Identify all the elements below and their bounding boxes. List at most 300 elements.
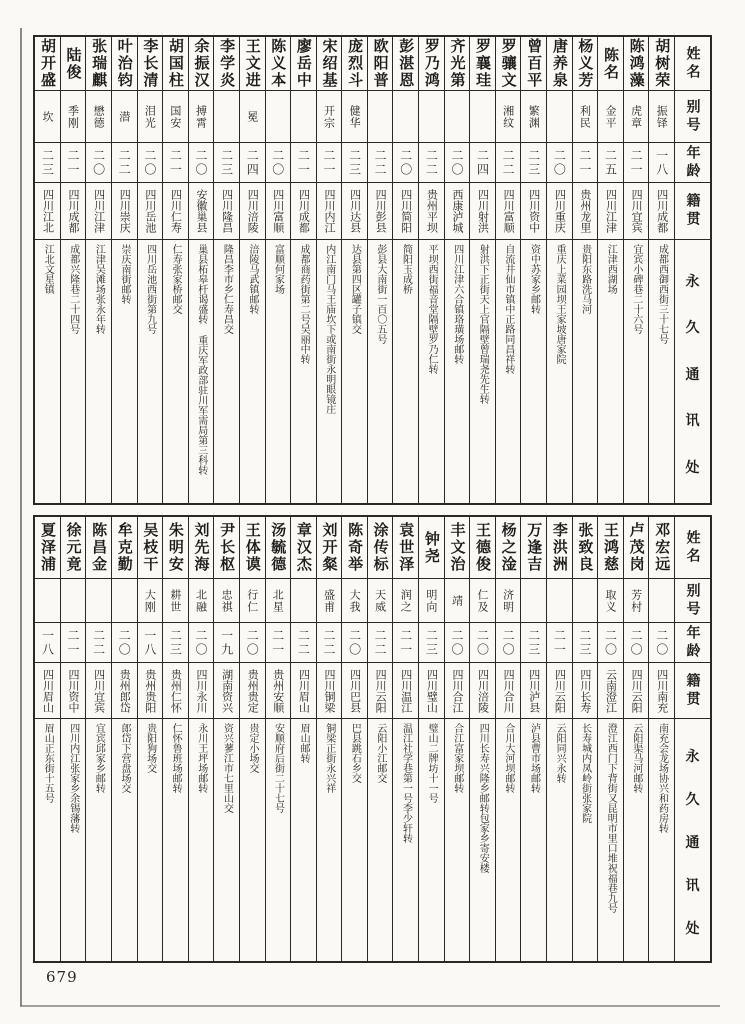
- person-name: 廖岳中: [294, 38, 313, 89]
- person-address: 澄江西门下背街又昆明市里口堆祝福巷九号: [605, 723, 617, 913]
- person-name: 杨之淦: [499, 522, 518, 573]
- person-alias-cell: [112, 91, 137, 143]
- person-alias-cell: [240, 579, 265, 623]
- person-native-cell: [112, 663, 137, 719]
- person-name-cell: [291, 517, 316, 579]
- person-alias: 潜: [117, 110, 131, 123]
- person-native-place: 四川涪陵: [476, 668, 490, 713]
- person-age: 二三: [168, 628, 183, 657]
- person-alias-cell: [35, 579, 60, 623]
- person-alias-cell: [189, 91, 214, 143]
- person-name-cell: [35, 37, 60, 91]
- person-address-cell: [419, 719, 444, 961]
- person-address-cell: [291, 719, 316, 961]
- person-alias-cell: [393, 91, 418, 143]
- person-age: 二〇: [629, 628, 644, 657]
- person-address: 资中苏家乡邮转: [528, 244, 540, 314]
- person-age: 二二: [501, 148, 516, 177]
- person-age: 二三: [424, 628, 439, 657]
- person-age: 二一: [168, 148, 183, 177]
- person-address-cell: [317, 719, 342, 961]
- person-native-cell: [266, 183, 291, 240]
- person-age: 二〇: [270, 148, 285, 177]
- person-native-cell: [214, 663, 239, 719]
- person-age: 二二: [321, 628, 336, 657]
- person-name: 王德俊: [474, 522, 493, 573]
- person-age-cell: [521, 143, 546, 183]
- person-name: 袁世泽: [397, 522, 416, 573]
- person-name: 胡树荣: [653, 38, 672, 89]
- person-native-cell: [598, 183, 623, 240]
- person-native-place: 四川射洪: [476, 189, 490, 233]
- header-name: [675, 37, 710, 91]
- person-name-cell: [138, 517, 163, 579]
- person-name: 陈名: [602, 46, 621, 81]
- person-column: [290, 37, 316, 503]
- person-address-cell: [266, 240, 291, 503]
- person-native-place: 贵州平坝: [425, 189, 439, 233]
- person-native-cell: [496, 183, 521, 240]
- person-address: 射洪下正街天上官隔壁曾瑞尧先生转: [477, 244, 489, 404]
- person-alias: 泪光: [143, 104, 157, 129]
- person-column: [35, 517, 60, 961]
- person-column: [162, 517, 188, 961]
- person-name-cell: [138, 37, 163, 91]
- person-alias-cell: [445, 91, 470, 143]
- person-alias-cell: [86, 91, 111, 143]
- person-native-place: 四川云阳: [374, 668, 388, 713]
- person-native-cell: [342, 663, 367, 719]
- person-name-cell: [35, 517, 60, 579]
- person-native-place: 四川彭县: [374, 189, 388, 233]
- person-name: 李洪洲: [550, 522, 569, 573]
- person-address: 四川江津六合镇珞璜场邮转: [451, 244, 463, 364]
- person-address: 仁寿张家桥邮交: [170, 244, 182, 314]
- person-address: 巢县柘皋杆谒盛转 重庆军政部驻川军需局第三科转: [195, 244, 207, 475]
- person-address: 云阳小江邮交: [374, 723, 386, 783]
- person-address-cell: [470, 719, 495, 961]
- person-name-cell: [393, 517, 418, 579]
- person-address-cell: [189, 240, 214, 503]
- person-native-place: 四川泸县: [527, 668, 541, 713]
- person-alias: 利民: [578, 104, 592, 129]
- person-name: 张瑞麒: [90, 38, 109, 89]
- person-address-cell: [393, 719, 418, 961]
- person-alias-cell: [470, 91, 495, 143]
- person-name-cell: [317, 517, 342, 579]
- person-address: 泸县曹市场邮转: [528, 723, 540, 793]
- directory-table-bottom: [33, 515, 712, 963]
- person-native-place: 四川永川: [195, 668, 209, 713]
- person-native-place: 贵州安顺: [271, 668, 285, 713]
- person-age-cell: [214, 143, 239, 183]
- person-age: 二〇: [91, 148, 106, 177]
- person-alias-cell: [342, 91, 367, 143]
- person-address-cell: [649, 719, 674, 961]
- person-name: 李长清: [141, 38, 160, 89]
- header-name-label: 姓名: [684, 529, 701, 566]
- person-age-cell: [61, 623, 86, 663]
- person-age: 二一: [629, 148, 644, 177]
- person-native-cell: [547, 663, 572, 719]
- person-native-place: 四川涪陵: [246, 189, 260, 233]
- person-age-cell: [470, 143, 495, 183]
- person-name: 曾百平: [525, 38, 544, 89]
- person-alias: 耕世: [168, 588, 182, 613]
- person-alias-cell: [445, 579, 470, 623]
- person-column: [546, 517, 572, 961]
- person-native-place: 四川铜梁: [322, 668, 336, 713]
- person-address-cell: [368, 719, 393, 961]
- person-alias: 振铎: [655, 104, 669, 129]
- header-age: [675, 143, 710, 183]
- person-address: 富顺何家场: [272, 244, 284, 294]
- person-age-cell: [368, 623, 393, 663]
- person-name: 欧阳普: [371, 38, 390, 89]
- person-native-place: 四川简阳: [399, 189, 413, 233]
- person-alias-cell: [496, 91, 521, 143]
- header-address-char: 通: [685, 835, 700, 851]
- person-native-cell: [240, 183, 265, 240]
- person-address: 涪陵马武镇邮转: [246, 244, 258, 314]
- person-column: [367, 517, 393, 961]
- person-native-place: 四川温江: [399, 668, 413, 713]
- person-age-cell: [547, 143, 572, 183]
- person-column: [137, 517, 163, 961]
- person-native-cell: [86, 663, 111, 719]
- person-alias-cell: [624, 579, 649, 623]
- person-native-place: 四川成都: [655, 189, 669, 233]
- person-native-cell: [649, 663, 674, 719]
- person-alias-cell: [649, 91, 674, 143]
- person-address-cell: [138, 240, 163, 503]
- header-address-char: 讯: [685, 413, 700, 429]
- person-alias: 润之: [399, 588, 413, 613]
- person-native-cell: [291, 183, 316, 240]
- person-column: [85, 517, 111, 961]
- person-native-cell: [624, 663, 649, 719]
- person-native-cell: [214, 183, 239, 240]
- person-native-place: 四川资中: [527, 189, 541, 233]
- person-name: 刘开粲: [320, 522, 339, 573]
- person-address: 崇庆南街邮转: [118, 244, 130, 304]
- person-native-cell: [419, 663, 444, 719]
- person-native-place: 云南澄江: [604, 668, 618, 713]
- person-age: 二一: [66, 148, 81, 177]
- person-address: 璧山二牌坊十一号: [426, 723, 438, 803]
- person-address: 四川岳池西街第九号: [144, 244, 156, 334]
- person-native-place: 四川眉山: [297, 668, 311, 713]
- person-alias: 盛甫: [322, 588, 336, 613]
- person-address: 合江富家坝邮转: [451, 723, 463, 793]
- person-name-cell: [445, 37, 470, 91]
- person-column: [520, 37, 546, 503]
- person-address: 贵定小场交: [246, 723, 258, 773]
- person-address: 宜宾小碑巷二十六号: [630, 244, 642, 334]
- person-address: 平坝西街福音堂隔壁罗乃仁转: [426, 244, 438, 374]
- person-name: 卢茂岗: [627, 522, 646, 573]
- person-address-cell: [342, 719, 367, 961]
- header-native: [675, 183, 710, 240]
- header-address-char: 永: [685, 749, 700, 765]
- person-native-cell: [573, 663, 598, 719]
- person-address: 长寿城内凤岭街张家院: [579, 723, 591, 823]
- person-name: 吴枝干: [141, 522, 160, 573]
- person-name: 罗骧文: [499, 38, 518, 89]
- person-alias-cell: [317, 579, 342, 623]
- person-column: [239, 517, 265, 961]
- person-age-cell: [547, 623, 572, 663]
- person-age-cell: [496, 623, 521, 663]
- person-age-cell: [649, 623, 674, 663]
- person-column: [290, 517, 316, 961]
- person-name-cell: [445, 517, 470, 579]
- person-age-cell: [112, 143, 137, 183]
- person-native-place: 贵州贵定: [246, 668, 260, 713]
- header-native-label: 籍贯: [684, 193, 701, 229]
- person-native-cell: [368, 183, 393, 240]
- scan-edge-left: [20, 28, 22, 1006]
- person-address: 安顺府后街二十七号: [272, 723, 284, 813]
- person-address: 眉山正东街十五号: [42, 723, 54, 803]
- person-column: [188, 37, 214, 503]
- person-column: [597, 37, 623, 503]
- person-native-cell: [189, 183, 214, 240]
- person-native-place: 四川云阳: [630, 668, 644, 713]
- person-age-cell: [35, 143, 60, 183]
- person-native-place: 四川富顺: [502, 189, 516, 233]
- person-alias-cell: [521, 579, 546, 623]
- person-age-cell: [393, 143, 418, 183]
- person-address-cell: [598, 240, 623, 503]
- person-name-cell: [470, 517, 495, 579]
- person-name-cell: [573, 517, 598, 579]
- person-name-cell: [393, 37, 418, 91]
- person-native-cell: [86, 183, 111, 240]
- person-name: 王体谟: [243, 522, 262, 573]
- person-name: 杨义芳: [576, 38, 595, 89]
- person-alias-cell: [291, 579, 316, 623]
- person-native-place: 四川云阳: [553, 668, 567, 713]
- person-name-cell: [342, 517, 367, 579]
- person-name-cell: [521, 517, 546, 579]
- person-age-cell: [317, 143, 342, 183]
- person-name: 胡开盛: [38, 38, 57, 89]
- person-column: [392, 37, 418, 503]
- person-alias: 冕: [245, 110, 259, 123]
- person-name: 夏泽浦: [38, 522, 57, 573]
- person-address: 南充会龙场协兴和药房转: [656, 723, 668, 833]
- person-age-cell: [138, 143, 163, 183]
- person-age-cell: [342, 623, 367, 663]
- person-column: [111, 37, 137, 503]
- person-age: 二〇: [501, 628, 516, 657]
- person-column: [572, 517, 598, 961]
- person-address: 成都西御西街三十七号: [656, 244, 668, 344]
- header-name: [675, 517, 710, 579]
- person-age-cell: [266, 143, 291, 183]
- person-alias-cell: [547, 579, 572, 623]
- person-age: 二〇: [142, 148, 157, 177]
- person-age: 二一: [270, 628, 285, 657]
- person-native-place: 四川成都: [297, 189, 311, 233]
- person-name: 尹长枢: [218, 522, 237, 573]
- person-age-cell: [521, 623, 546, 663]
- person-column: [495, 517, 521, 961]
- person-name-cell: [496, 37, 521, 91]
- person-name: 庞烈斗: [346, 38, 365, 89]
- person-alias: 大刚: [143, 588, 157, 613]
- person-column: [316, 517, 342, 961]
- person-address: 内江南门马王庙坎下或南街永明眼镜庄: [323, 244, 335, 414]
- person-alias: 坎: [40, 110, 54, 123]
- person-alias-cell: [368, 579, 393, 623]
- person-native-cell: [419, 183, 444, 240]
- person-name: 钟尧: [422, 530, 441, 565]
- person-native-cell: [138, 183, 163, 240]
- person-native-cell: [240, 663, 265, 719]
- person-alias: 济明: [501, 588, 515, 613]
- person-name: 徐元竟: [64, 522, 83, 573]
- person-native-cell: [342, 183, 367, 240]
- header-age: [675, 623, 710, 663]
- person-native-place: 贵州郎岱: [118, 668, 132, 713]
- person-age-cell: [112, 623, 137, 663]
- person-name-cell: [61, 517, 86, 579]
- person-age-cell: [368, 143, 393, 183]
- person-age: 一八: [654, 148, 669, 177]
- person-alias: 开宗: [322, 104, 336, 129]
- person-column: [341, 37, 367, 503]
- person-age-cell: [419, 623, 444, 663]
- person-address-cell: [35, 719, 60, 961]
- person-age: 一八: [142, 628, 157, 657]
- person-native-place: 四川眉山: [41, 668, 55, 713]
- person-name: 陈鸿藻: [627, 38, 646, 89]
- person-alias-cell: [189, 579, 214, 623]
- person-address-cell: [547, 719, 572, 961]
- person-name: 陈义本: [269, 38, 288, 89]
- person-alias: 北融: [194, 588, 208, 613]
- person-name: 胡国柱: [166, 38, 185, 89]
- person-native-cell: [445, 183, 470, 240]
- person-age-cell: [573, 143, 598, 183]
- person-native-cell: [61, 663, 86, 719]
- person-alias-cell: [266, 91, 291, 143]
- person-alias-cell: [470, 579, 495, 623]
- person-native-place: 四川巴县: [348, 668, 362, 713]
- person-age-cell: [649, 143, 674, 183]
- person-age: 二一: [577, 148, 592, 177]
- person-native-place: 四川重庆: [553, 189, 567, 233]
- person-name-cell: [624, 517, 649, 579]
- person-alias: 搏霄: [194, 104, 208, 129]
- person-native-place: 四川长寿: [578, 668, 592, 713]
- person-name: 陈昌金: [90, 522, 109, 573]
- person-column: [162, 37, 188, 503]
- person-native-place: 四川宜宾: [630, 189, 644, 233]
- person-age: 二二: [117, 148, 132, 177]
- person-address: 四川内江张家乡余锡藩转: [67, 723, 79, 833]
- person-age: 二二: [373, 628, 388, 657]
- person-name-cell: [342, 37, 367, 91]
- person-native-cell: [470, 663, 495, 719]
- person-address-cell: [445, 719, 470, 961]
- person-address: 达县第四区罐子镇交: [349, 244, 361, 334]
- person-name-cell: [521, 37, 546, 91]
- person-address: 成都商药街第二号吴丽中转: [298, 244, 310, 364]
- person-address-cell: [291, 240, 316, 503]
- person-address: 铜梁正街永兴祥: [323, 723, 335, 793]
- person-name: 宋绍基: [320, 38, 339, 89]
- person-native-cell: [163, 663, 188, 719]
- header-alias: [675, 579, 710, 623]
- person-native-cell: [521, 183, 546, 240]
- person-alias: 湘纹: [501, 104, 515, 129]
- person-native-cell: [393, 183, 418, 240]
- person-address-cell: [317, 240, 342, 503]
- person-native-place: 四川江北: [41, 189, 55, 233]
- person-age: 二〇: [194, 628, 209, 657]
- person-alias: 明向: [424, 588, 438, 613]
- person-name-cell: [496, 517, 521, 579]
- person-name: 罗襄珪: [474, 38, 493, 89]
- person-alias: 大我: [348, 588, 362, 613]
- person-column: [495, 37, 521, 503]
- person-alias: 仁及: [476, 588, 490, 613]
- person-age: 二〇: [245, 628, 260, 657]
- person-alias-cell: [138, 91, 163, 143]
- person-age: 二一: [321, 148, 336, 177]
- person-address: 成都兴隆巷二十四号: [67, 244, 79, 334]
- person-address: 巴县跳石乡交: [349, 723, 361, 783]
- person-column: [418, 37, 444, 503]
- person-address-cell: [61, 240, 86, 503]
- person-address-cell: [496, 719, 521, 961]
- person-name: 汤毓德: [269, 522, 288, 573]
- person-alias-cell: [624, 91, 649, 143]
- person-native-place: 贵州龙里: [578, 189, 592, 233]
- person-name-cell: [470, 37, 495, 91]
- person-column: [444, 517, 470, 961]
- person-age: 二三: [40, 148, 55, 177]
- person-alias: 虎章: [629, 104, 643, 129]
- person-name-cell: [214, 517, 239, 579]
- person-name: 彭湛恩: [397, 38, 416, 89]
- person-name-cell: [598, 37, 623, 91]
- person-native-place: 四川南充: [655, 668, 669, 713]
- person-age: 二二: [373, 148, 388, 177]
- person-age-cell: [445, 143, 470, 183]
- header-alias: [675, 91, 710, 143]
- person-age: 二〇: [552, 148, 567, 177]
- person-native-cell: [521, 663, 546, 719]
- person-native-cell: [291, 663, 316, 719]
- person-name-cell: [266, 37, 291, 91]
- person-name-cell: [368, 517, 393, 579]
- person-name: 陈奇举: [346, 522, 365, 573]
- header-address-char: 久: [685, 792, 700, 808]
- person-age-cell: [163, 143, 188, 183]
- person-alias-cell: [342, 579, 367, 623]
- person-alias-cell: [573, 91, 598, 143]
- person-name: 余振汉: [192, 38, 211, 89]
- person-alias: 金平: [604, 104, 618, 129]
- person-alias-cell: [61, 579, 86, 623]
- person-name-cell: [189, 37, 214, 91]
- person-alias: 北星: [271, 588, 285, 613]
- person-name: 朱明安: [166, 522, 185, 573]
